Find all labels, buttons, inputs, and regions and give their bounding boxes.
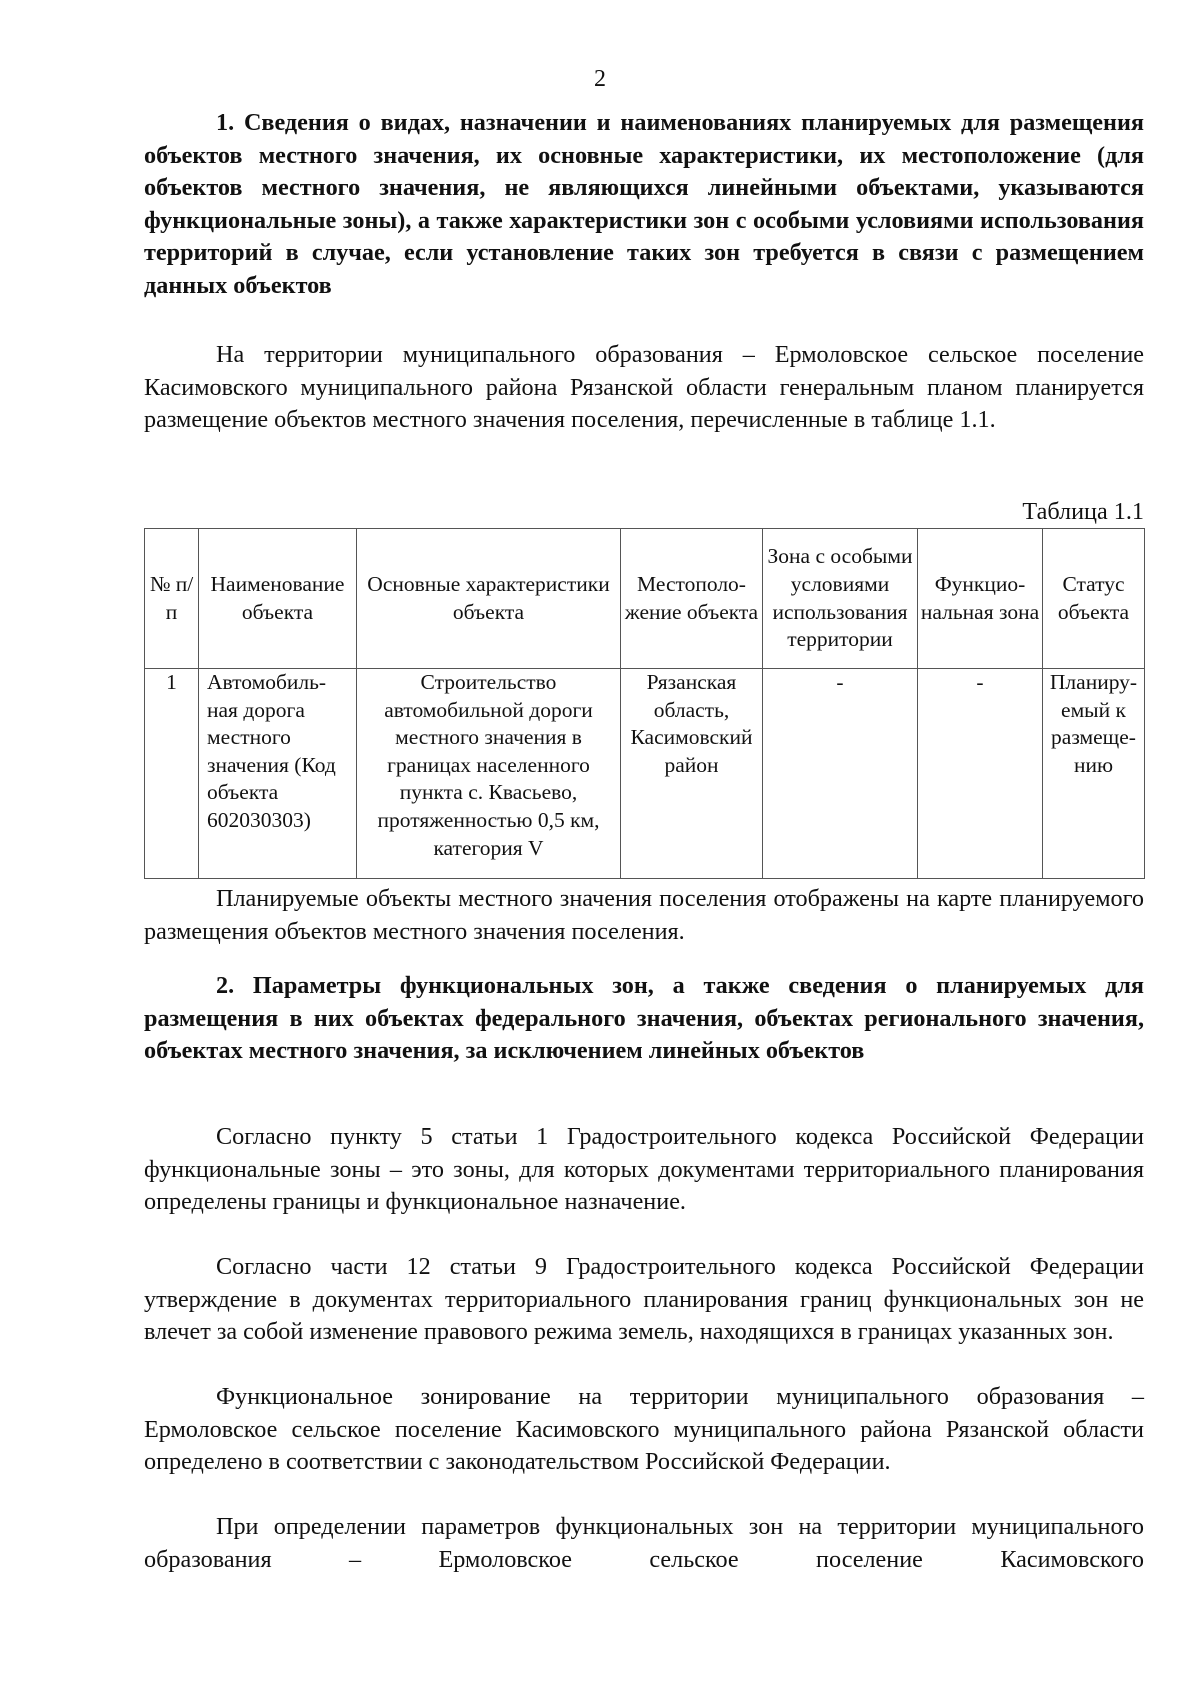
section1-heading: 1. Сведения о видах, назначении и наименованиях планируемых для размещения объектов местного значения, их основные характеристики, их местоположение (для объектов местного значения, не являющихся линейными объектами, указываются функциональные зоны), а также характеристики зон с особыми условиями использования территорий в случае, если установление таких зон требуется в связи с размещением данных объектов (144, 109, 1144, 299)
table-caption: Таблица 1.1 (1022, 498, 1144, 525)
header-special-zone: Зона с особыми условиями использования территории (763, 529, 918, 669)
header-status: Статус объекта (1043, 529, 1145, 669)
section2-paragraph-3: Функциональное зонирование на территории муниципального образования – Ермоловское сельское поселение Касимовского муниципального района Рязанской области определено в соответствии с законодательством Российской Федерации. (144, 1383, 1144, 1475)
cell-special-zone: - (763, 669, 918, 879)
cell-functional-zone: - (918, 669, 1043, 879)
after-table-paragraph: Планируемые объекты местного значения поселения отображены на карте планируемого размещения объектов местного значения поселения. (144, 885, 1144, 945)
cell-number: 1 (145, 669, 199, 879)
objects-table (144, 528, 1145, 879)
section2-paragraph-2: Согласно части 12 статьи 9 Градостроительного кодекса Российской Федерации утверждение в документах территориального планирования границ функциональных зон не влечет за собой изменение правового режима земель, находящихся в границах указанных зон. (144, 1253, 1144, 1345)
header-name: Наименование объекта (199, 529, 357, 669)
header-number: № п/п (145, 529, 199, 669)
header-functional-zone: Функцио-нальная зона (918, 529, 1043, 669)
section2-paragraph-4: При определении параметров функциональных зон на территории муниципального образования – Ермоловское сельское поселение Касимовского (144, 1513, 1144, 1573)
section2-paragraph-1: Согласно пункту 5 статьи 1 Градостроительного кодекса Российской Федерации функциональные зоны – это зоны, для которых документами территориального планирования определены границы и функциональное назначение. (144, 1123, 1144, 1215)
cell-characteristics: Строительство автомобильной дороги местного значения в границах населенного пункта с. Квасьево, протяженностью 0,5 км, категория V (357, 669, 621, 879)
section1-intro: На территории муниципального образования – Ермоловское сельское поселение Касимовского муниципального района Рязанской области генеральным планом планируется размещение объектов местного значения поселения, перечисленные в таблице 1.1. (144, 341, 1144, 433)
page-number: 2 (594, 66, 606, 92)
table-header-row (145, 529, 1145, 669)
section2-heading: 2. Параметры функциональных зон, а также сведения о планируемых для размещения в них объектах федерального значения, объектах регионального значения, объектах местного значения, за исключением линейных объектов (144, 972, 1144, 1064)
header-location: Местополо-жение объекта (621, 529, 763, 669)
header-characteristics: Основные характеристики объекта (357, 529, 621, 669)
cell-location: Рязанская область, Касимовский район (621, 669, 763, 879)
cell-status: Планиру-емый к размеще-нию (1043, 669, 1145, 879)
table-row (145, 669, 1145, 879)
cell-name: Автомобиль-ная дорога местного значения (Код объекта 602030303) (199, 669, 357, 879)
